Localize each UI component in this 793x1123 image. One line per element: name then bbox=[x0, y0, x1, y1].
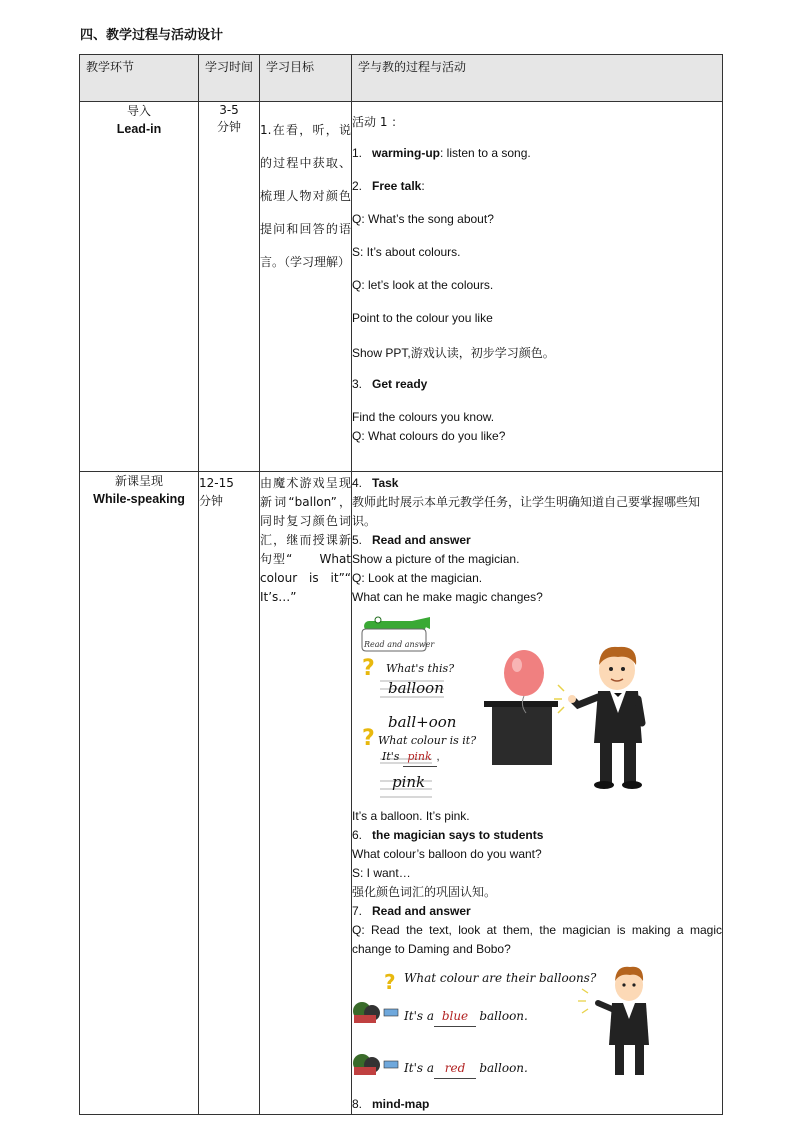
balloons-question-figure bbox=[352, 963, 722, 1087]
dialogue-line: Q: Read the text, look at them, the magician is making a magic change to Daming and Bobo? bbox=[352, 923, 722, 956]
question-mark-icon bbox=[362, 656, 375, 681]
task-text: 教师此时展示本单元教学任务，让学生明确知道自己要掌握哪些知识。 bbox=[352, 495, 701, 528]
list-item: 5. Read and answer bbox=[352, 533, 471, 547]
header-stage: 教学环节 bbox=[80, 55, 199, 102]
table-header-row bbox=[80, 55, 723, 102]
read-answer-tag: Read and answer bbox=[364, 640, 435, 649]
magic-hat-icon bbox=[484, 701, 558, 765]
dialogue-line: Point to the colour you like bbox=[352, 311, 493, 325]
header-goal: 学习目标 bbox=[260, 55, 352, 102]
svg-text:?: ? bbox=[362, 726, 375, 751]
time-value: 12-15 分钟 bbox=[199, 476, 234, 508]
dialogue-line: Show a picture of the magician. bbox=[352, 552, 520, 566]
dialogue-line: Find the colours you know. bbox=[352, 410, 495, 424]
stage-cn: 新课呈现 bbox=[114, 474, 163, 488]
lesson-plan-table bbox=[79, 54, 723, 1115]
dialogue-line: What colour’s balloon do you want? bbox=[352, 847, 542, 861]
activities-cell bbox=[352, 102, 723, 472]
list-item: 2. Free talk: bbox=[352, 179, 425, 193]
dialogue-line: Q: What colours do you like? bbox=[352, 429, 506, 443]
question-whats-this: What's this? bbox=[386, 662, 455, 675]
list-item: 3. Get ready bbox=[352, 377, 428, 391]
dialogue-line: What can he make magic changes? bbox=[352, 590, 543, 604]
dialogue-line: 强化颜色词汇的巩固认知。 bbox=[352, 885, 497, 899]
svg-text:?: ? bbox=[362, 656, 375, 681]
dialogue-line: Q: What’s the song about? bbox=[352, 212, 494, 226]
question-mark-icon bbox=[362, 726, 375, 751]
dialogue-line: It’s a balloon. It’s pink. bbox=[352, 809, 470, 823]
time-cell bbox=[199, 102, 260, 472]
dialogue-line: Q: Look at the magician. bbox=[352, 571, 483, 585]
dialogue-line: S: I want… bbox=[352, 866, 411, 880]
answer-line: It's pink , bbox=[382, 747, 440, 767]
goal-text: 1.在看，听，说的过程中获取、梳理人物对颜色提问和回答的语言。（学习理解） bbox=[260, 123, 351, 269]
list-item: 6. the magician says to students bbox=[352, 828, 544, 842]
answer-line: It's a red balloon. bbox=[404, 1059, 528, 1079]
daming-bobo-icon bbox=[353, 1054, 380, 1075]
table-row bbox=[80, 102, 723, 472]
svg-text:?: ? bbox=[384, 970, 396, 994]
dialogue-line: Show PPT,游戏认读，初步学习颜色。 bbox=[352, 346, 555, 360]
question-balloons: What colour are their balloons? bbox=[404, 971, 597, 985]
list-item: 7. Read and answer bbox=[352, 904, 471, 918]
word-pink: pink bbox=[392, 773, 426, 791]
magician-icon bbox=[554, 647, 642, 789]
stage-cell bbox=[80, 102, 199, 472]
question-what-colour: What colour is it? bbox=[378, 734, 477, 747]
word-split: ball+oon bbox=[388, 713, 457, 731]
dialogue-line: Q: let’s look at the colours. bbox=[352, 278, 494, 292]
dialogue-line: S: It’s about colours. bbox=[352, 245, 461, 259]
list-item: 4. Task bbox=[352, 476, 399, 490]
daming-bobo-icon bbox=[353, 1002, 380, 1023]
book-icon bbox=[384, 1009, 398, 1016]
stage-cell bbox=[80, 472, 199, 1115]
list-item: 8. mind-map bbox=[352, 1097, 430, 1111]
goal-cell bbox=[260, 102, 352, 472]
book-icon bbox=[384, 1061, 398, 1068]
header-time: 学习时间 bbox=[199, 55, 260, 102]
goal-cell bbox=[260, 472, 352, 1115]
activity-title: 活动 1 ： bbox=[352, 115, 404, 129]
time-value: 3-5 分钟 bbox=[216, 103, 241, 134]
section-heading: 四、教学过程与活动设计 bbox=[80, 28, 224, 43]
activities-cell bbox=[352, 472, 723, 1115]
list-item: 1. warming-up: listen to a song. bbox=[352, 146, 531, 160]
question-mark-icon bbox=[384, 970, 396, 994]
goal-text: 由魔术游戏呈现新词“ballon”，同时复习颜色词汇，继而授课新句型“ What colour is it”“ It’s…” bbox=[260, 476, 351, 604]
word-balloon: balloon bbox=[388, 679, 444, 697]
table-row bbox=[80, 472, 723, 1115]
header-activities: 学与教的过程与活动 bbox=[352, 55, 723, 102]
time-cell bbox=[199, 472, 260, 1115]
stage-en: Lead-in bbox=[116, 122, 162, 136]
stage-en: While-speaking bbox=[93, 492, 185, 506]
magician-balloon-figure bbox=[352, 613, 722, 807]
answer-line: It's a blue balloon. bbox=[404, 1007, 528, 1027]
stage-cn: 导入 bbox=[126, 104, 151, 118]
